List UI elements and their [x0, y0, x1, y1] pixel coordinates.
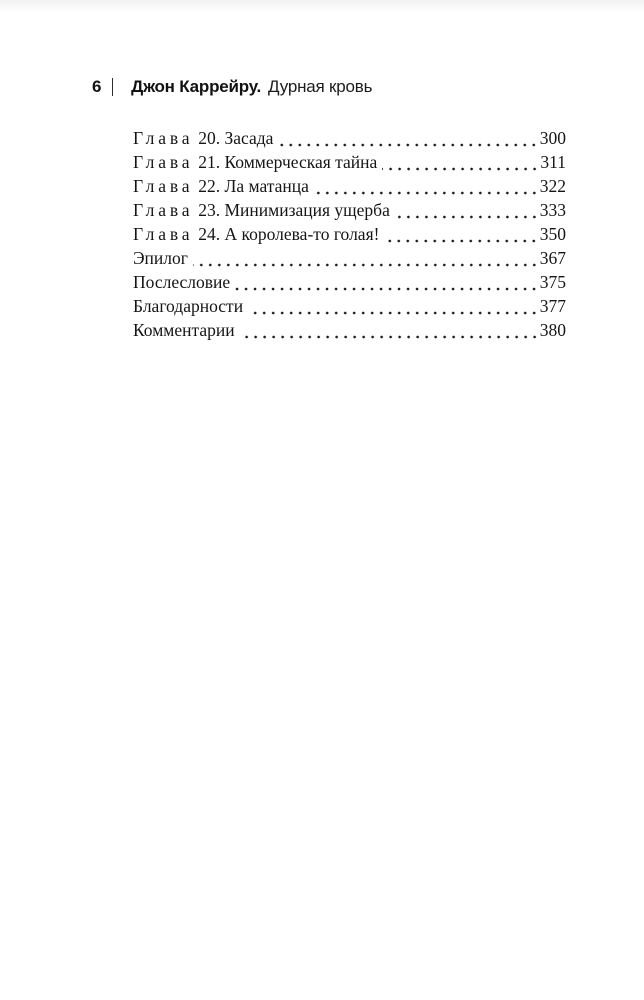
chapter-word: Глава	[133, 224, 194, 244]
toc-entry	[133, 126, 566, 150]
chapter-word: Глава	[133, 200, 194, 220]
entry-title: 23. Минимизация ущерба	[198, 200, 390, 220]
entry-page-number: 333	[539, 200, 566, 220]
dot-leader	[240, 318, 539, 342]
toc-entry	[133, 198, 566, 222]
entry-page-number: 367	[539, 248, 566, 268]
dot-leader	[314, 174, 539, 198]
toc-entry	[133, 294, 566, 318]
entry-page-number: 311	[540, 152, 566, 172]
entry-page-number: 300	[539, 128, 566, 148]
dot-leader	[384, 222, 538, 246]
chapter-word: Глава	[133, 152, 194, 172]
entry-page-number: 375	[539, 272, 566, 292]
dot-leader	[193, 246, 539, 270]
header-divider-rule	[112, 78, 114, 96]
entry-page-number: 377	[539, 296, 566, 316]
folio-page-number: 6	[92, 77, 102, 96]
entry-title: Послесловие	[133, 272, 231, 292]
header-author: Джон Каррейру.	[131, 77, 262, 96]
scan-edge-shading	[0, 0, 644, 12]
dot-leader	[382, 150, 539, 174]
entry-title: Комментарии	[133, 320, 235, 340]
table-of-contents	[133, 126, 566, 342]
entry-page-number: 350	[539, 224, 566, 244]
entry-page-number: 380	[539, 320, 566, 340]
entry-title: Благодарности	[133, 296, 244, 316]
running-header	[92, 76, 372, 98]
toc-entry	[133, 222, 566, 246]
chapter-word: Глава	[133, 176, 194, 196]
toc-entry	[133, 150, 566, 174]
chapter-word: Глава	[133, 128, 194, 148]
toc-entry	[133, 318, 566, 342]
dot-leader	[395, 198, 539, 222]
entry-title: 22. Ла матанца	[198, 176, 309, 196]
toc-entry	[133, 246, 566, 270]
entry-title: 24. А королева-то голая!	[198, 224, 380, 244]
dot-leader	[278, 126, 538, 150]
dot-leader	[248, 294, 539, 318]
entry-title: Эпилог	[133, 248, 188, 268]
entry-page-number: 322	[539, 176, 566, 196]
toc-entry	[133, 270, 566, 294]
entry-title: 20. Засада	[198, 128, 274, 148]
header-book-title: Дурная кровь	[268, 77, 373, 96]
dot-leader	[235, 270, 539, 294]
toc-entry	[133, 174, 566, 198]
entry-title: 21. Коммерческая тайна	[198, 152, 378, 172]
